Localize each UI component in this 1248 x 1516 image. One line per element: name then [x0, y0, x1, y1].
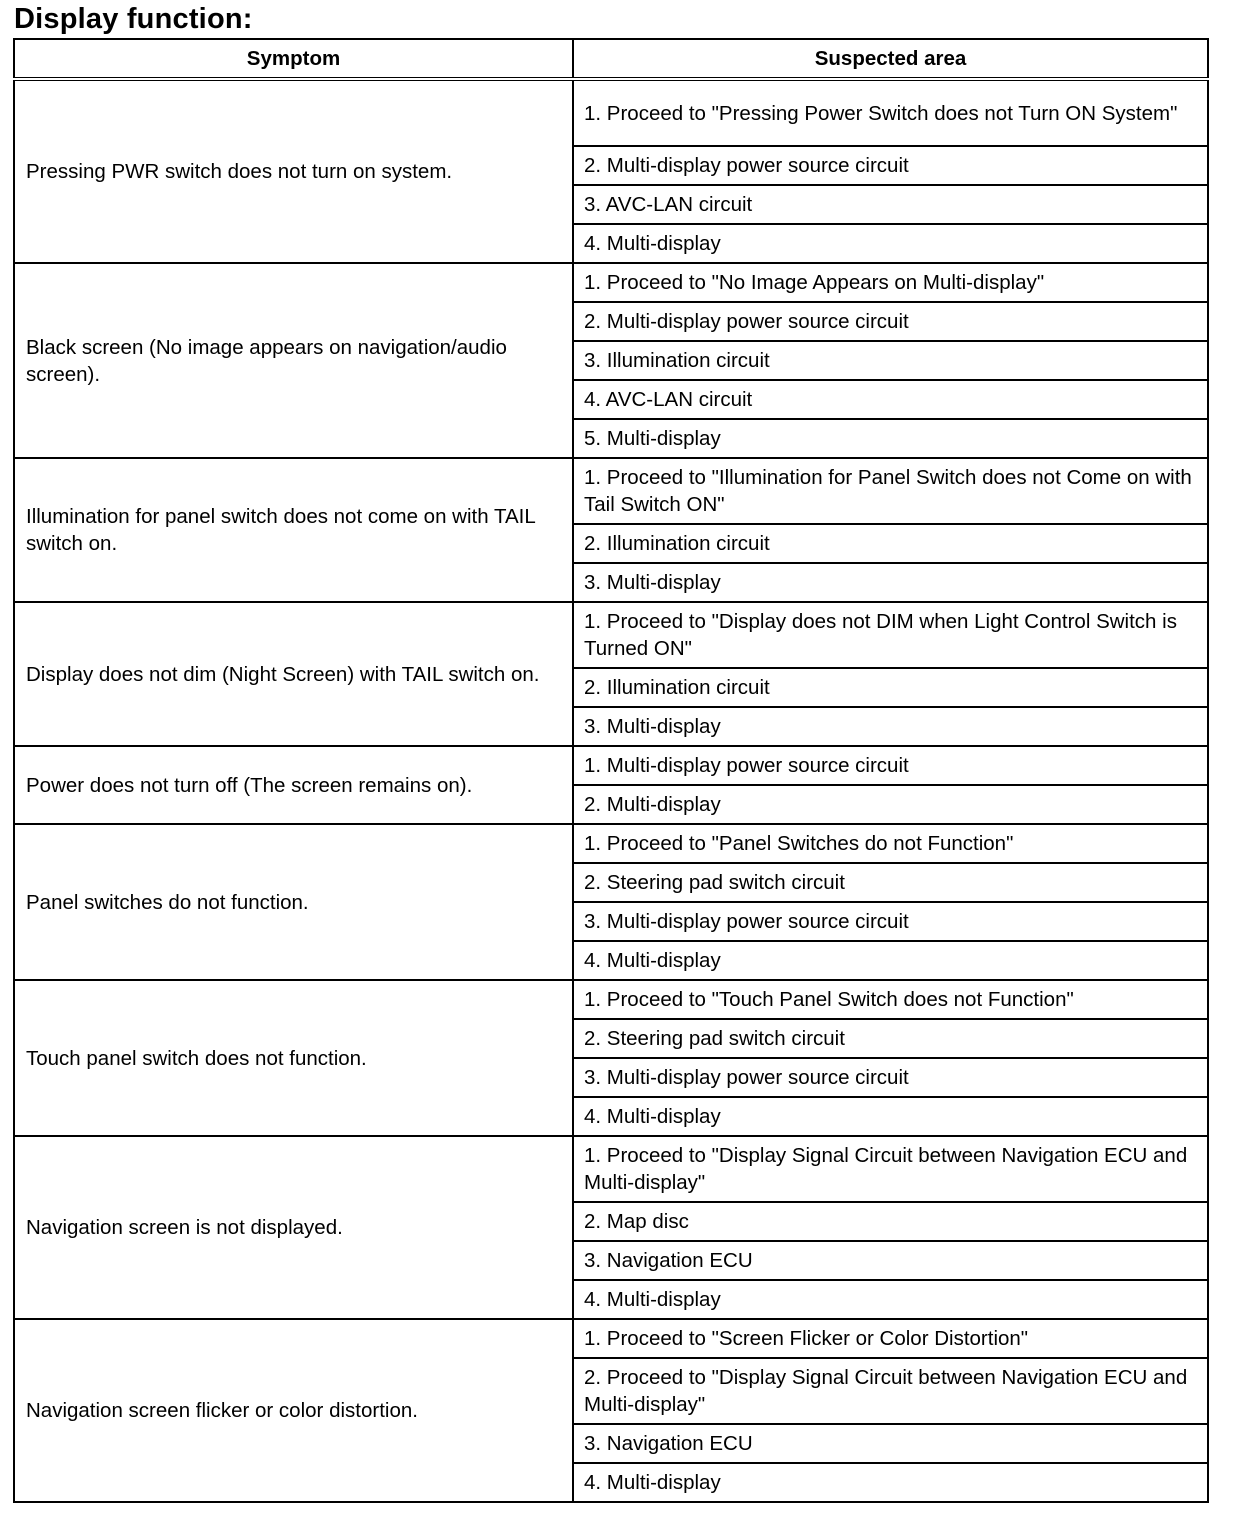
table-body [14, 79, 1208, 1502]
suspected-area-cell: 3. Navigation ECU [573, 1424, 1208, 1463]
symptom-cell: Navigation screen is not displayed. [14, 1136, 573, 1319]
symptom-cell: Navigation screen flicker or color distortion. [14, 1319, 573, 1502]
suspected-area-cell: 2. Multi-display power source circuit [573, 302, 1208, 341]
symptom-column-header: Symptom [14, 39, 573, 79]
suspected-area-cell: 3. Multi-display [573, 707, 1208, 746]
symptom-cell: Pressing PWR switch does not turn on system. [14, 79, 573, 263]
suspected-area-cell: 3. Multi-display power source circuit [573, 1058, 1208, 1097]
suspected-area-cell: 1. Proceed to "Display does not DIM when Light Control Switch is Turned ON" [573, 602, 1208, 668]
suspected-area-cell: 4. Multi-display [573, 1097, 1208, 1136]
suspected-area-cell: 3. Illumination circuit [573, 341, 1208, 380]
table-row [14, 980, 1208, 1019]
suspected-area-cell: 2. Multi-display power source circuit [573, 146, 1208, 185]
suspected-area-cell: 1. Multi-display power source circuit [573, 746, 1208, 785]
table-row [14, 746, 1208, 785]
suspected-area-cell: 2. Steering pad switch circuit [573, 863, 1208, 902]
symptom-table [13, 38, 1209, 1503]
table-row [14, 824, 1208, 863]
table-row [14, 1136, 1208, 1202]
table-row [14, 79, 1208, 146]
suspected-area-cell: 2. Steering pad switch circuit [573, 1019, 1208, 1058]
suspected-area-cell: 2. Proceed to "Display Signal Circuit between Navigation ECU and Multi-display" [573, 1358, 1208, 1424]
suspected-area-cell: 1. Proceed to "Display Signal Circuit between Navigation ECU and Multi-display" [573, 1136, 1208, 1202]
suspected-area-cell: 1. Proceed to "Screen Flicker or Color Distortion" [573, 1319, 1208, 1358]
symptom-cell: Display does not dim (Night Screen) with TAIL switch on. [14, 602, 573, 746]
table-row [14, 263, 1208, 302]
table-row [14, 458, 1208, 524]
suspected-area-cell: 2. Multi-display [573, 785, 1208, 824]
suspected-area-cell: 3. Multi-display [573, 563, 1208, 602]
suspected-area-cell: 1. Proceed to "Touch Panel Switch does not Function" [573, 980, 1208, 1019]
symptom-cell: Illumination for panel switch does not come on with TAIL switch on. [14, 458, 573, 602]
page-title: Display function: [14, 3, 253, 35]
suspected-area-column-header: Suspected area [573, 39, 1208, 79]
suspected-area-cell: 1. Proceed to "Illumination for Panel Switch does not Come on with Tail Switch ON" [573, 458, 1208, 524]
suspected-area-cell: 4. Multi-display [573, 941, 1208, 980]
suspected-area-cell: 3. Navigation ECU [573, 1241, 1208, 1280]
suspected-area-cell: 2. Illumination circuit [573, 524, 1208, 563]
symptom-cell: Touch panel switch does not function. [14, 980, 573, 1136]
suspected-area-cell: 3. AVC-LAN circuit [573, 185, 1208, 224]
suspected-area-cell: 2. Map disc [573, 1202, 1208, 1241]
suspected-area-cell: 1. Proceed to "Pressing Power Switch does not Turn ON System" [573, 79, 1208, 146]
symptom-cell: Black screen (No image appears on navigation/audio screen). [14, 263, 573, 458]
suspected-area-cell: 1. Proceed to "Panel Switches do not Function" [573, 824, 1208, 863]
suspected-area-cell: 2. Illumination circuit [573, 668, 1208, 707]
table-row [14, 1319, 1208, 1358]
suspected-area-cell: 3. Multi-display power source circuit [573, 902, 1208, 941]
suspected-area-cell: 4. Multi-display [573, 224, 1208, 263]
suspected-area-cell: 4. Multi-display [573, 1463, 1208, 1502]
symptom-cell: Panel switches do not function. [14, 824, 573, 980]
suspected-area-cell: 1. Proceed to "No Image Appears on Multi-display" [573, 263, 1208, 302]
symptom-cell: Power does not turn off (The screen remains on). [14, 746, 573, 824]
suspected-area-cell: 4. Multi-display [573, 1280, 1208, 1319]
suspected-area-cell: 4. AVC-LAN circuit [573, 380, 1208, 419]
table-row [14, 602, 1208, 668]
header-row [14, 39, 1208, 79]
suspected-area-cell: 5. Multi-display [573, 419, 1208, 458]
